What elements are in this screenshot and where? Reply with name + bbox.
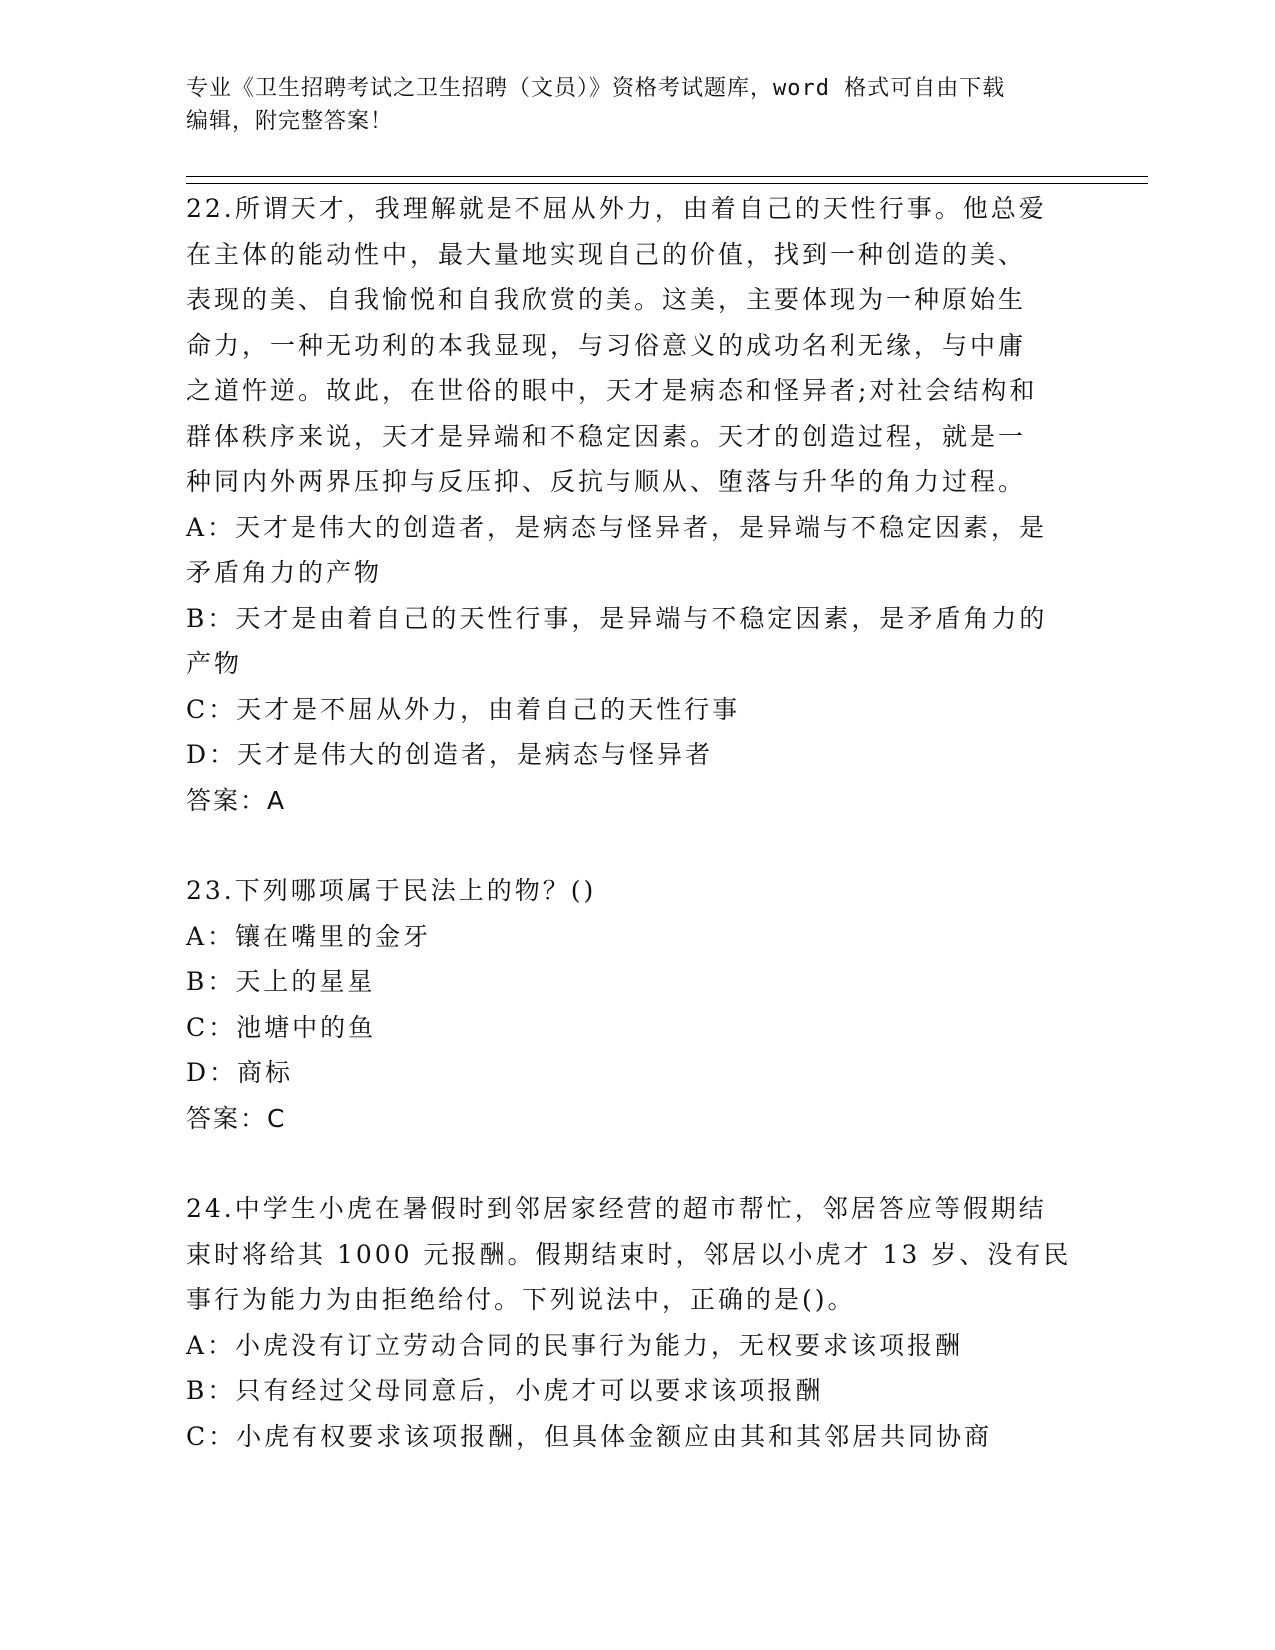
option-b-line: B：天才是由着自己的天性行事，是异端与不稳定因素，是矛盾角力的	[186, 603, 1048, 633]
option-b-line: B：只有经过父母同意后，小虎才可以要求该项报酬	[186, 1376, 824, 1405]
question-24	[186, 1186, 1086, 1459]
header-line-1: 专业《卫生招聘考试之卫生招聘（文员）》资格考试题库，word 格式可自由下载	[186, 76, 1006, 101]
question-stem-line: 23.下列哪项属于民法上的物？()	[186, 876, 597, 905]
question-stem-line: 24.中学生小虎在暑假时到邻居家经营的超市帮忙，邻居答应等假期结	[186, 1194, 1047, 1223]
option-a-line: A：镶在嘴里的金牙	[186, 921, 432, 951]
answer-line: 答案：A	[186, 785, 287, 815]
question-22	[186, 186, 1086, 823]
option-b-line: B：天上的星星	[186, 967, 376, 996]
header-rule-bottom	[186, 183, 1148, 184]
question-stem-line: 束时将给其 1000 元报酬。假期结束时，邻居以小虎才 13 岁、没有民	[186, 1239, 1072, 1269]
option-d-line: D：商标	[186, 1058, 294, 1087]
question-23	[186, 868, 1086, 1141]
question-spacer	[186, 823, 1086, 868]
question-stem-line: 群体秩序来说，天才是异端和不稳定因素。天才的创造过程，就是一	[186, 421, 1027, 451]
question-stem-line: 在主体的能动性中，最大量地实现自己的价值，找到一种创造的美、	[186, 239, 1027, 269]
question-list	[186, 186, 1086, 1459]
option-c-line: C：小虎有权要求该项报酬，但具体金额应由其和其邻居共同协商	[186, 1421, 993, 1451]
header-line-2: 编辑，附完整答案！	[186, 109, 394, 134]
header-rule-top	[186, 176, 1148, 177]
question-spacer	[186, 1141, 1086, 1186]
answer-line: 答案：C	[186, 1103, 287, 1133]
question-stem-line: 之道忤逆。故此，在世俗的眼中，天才是病态和怪异者;对社会结构和	[186, 376, 1038, 405]
option-b-line: 产物	[186, 649, 243, 678]
option-c-line: C：池塘中的鱼	[186, 1012, 377, 1042]
option-d-line: D：天才是伟大的创造者，是病态与怪异者	[186, 740, 714, 769]
question-stem-line: 命力，一种无功利的本我显现，与习俗意义的成功名利无缘，与中庸	[186, 330, 1027, 360]
option-a-line: A：天才是伟大的创造者，是病态与怪异者，是异端与不稳定因素，是	[186, 512, 1048, 542]
question-stem-line: 事行为能力为由拒绝给付。下列说法中，正确的是()。	[186, 1285, 856, 1314]
question-stem-line: 表现的美、自我愉悦和自我欣赏的美。这美，主要体现为一种原始生	[186, 285, 1027, 314]
question-stem-line: 22.所谓天才，我理解就是不屈从外力，由着自己的天性行事。他总爱	[186, 194, 1047, 223]
document-header	[186, 72, 1086, 138]
option-a-line: 矛盾角力的产物	[186, 558, 383, 587]
question-stem-line: 种同内外两界压抑与反压抑、反抗与顺从、堕落与升华的角力过程。	[186, 467, 1027, 496]
option-a-line: A：小虎没有订立劳动合同的民事行为能力，无权要求该项报酬	[186, 1330, 964, 1360]
option-c-line: C：天才是不屈从外力，由着自己的天性行事	[186, 694, 741, 724]
